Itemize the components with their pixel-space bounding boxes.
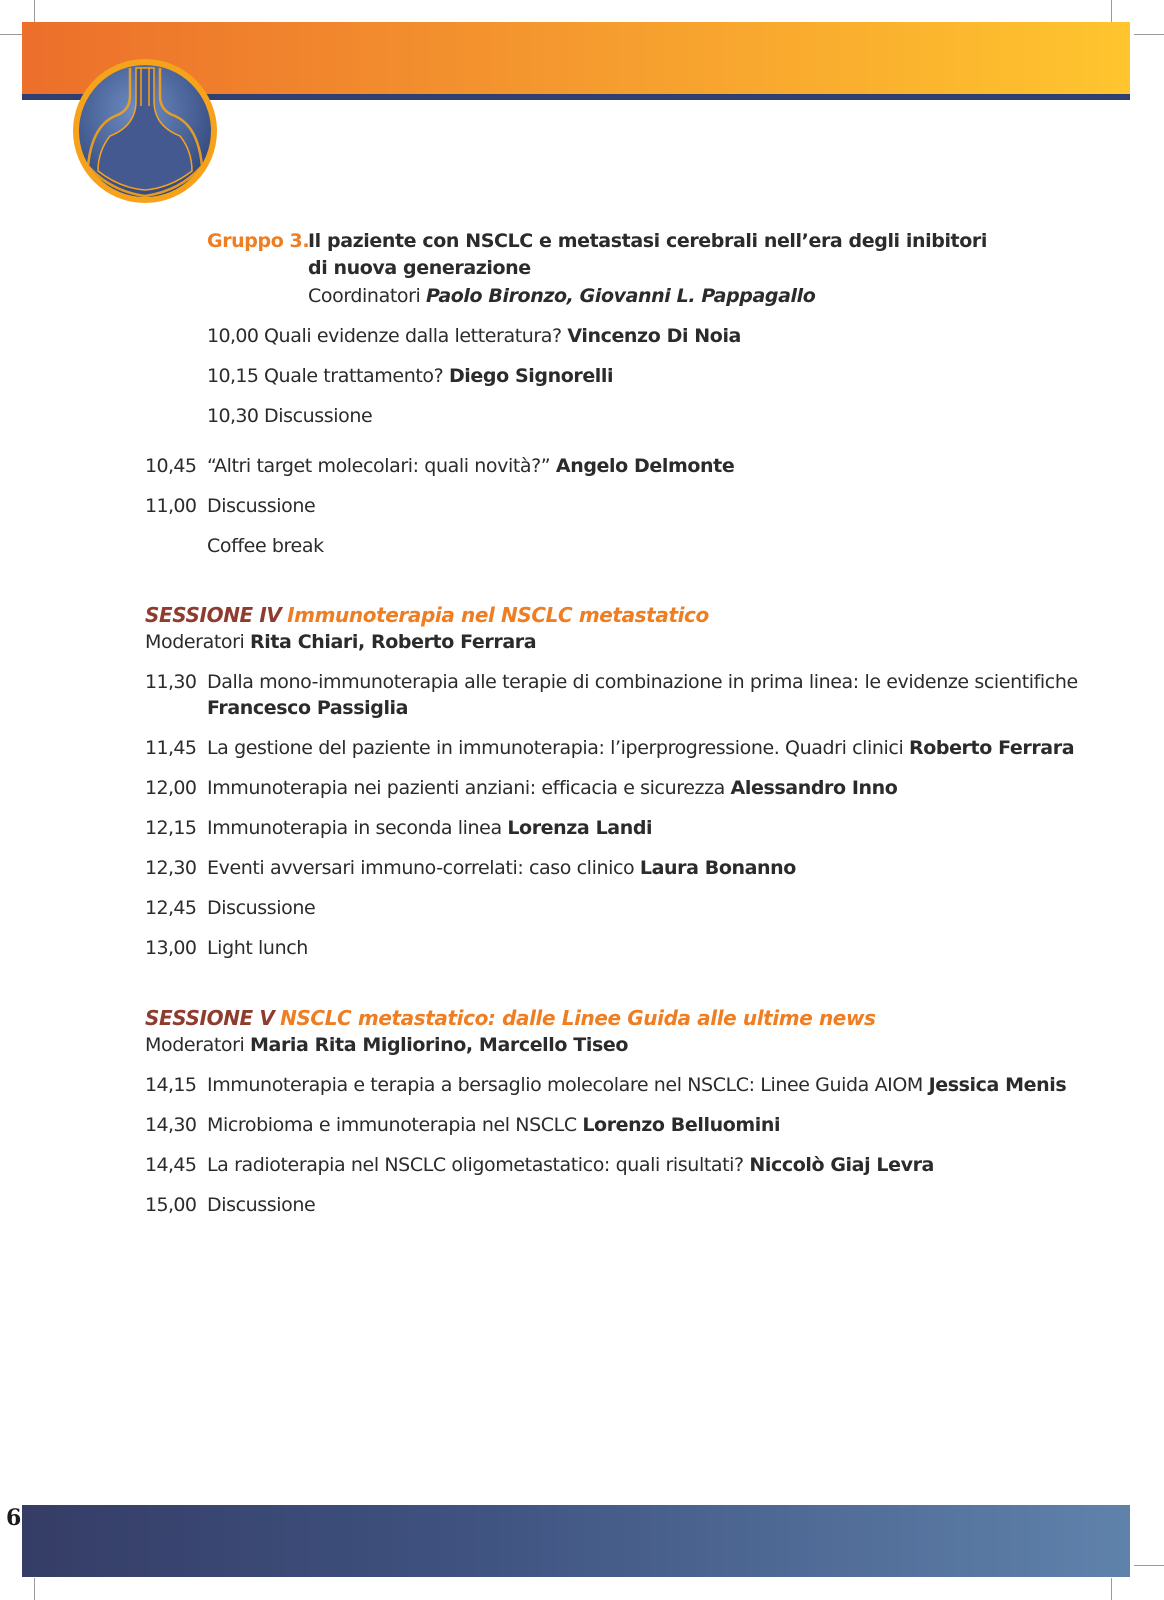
crop-mark <box>0 34 22 35</box>
item-speaker: Roberto Ferrara <box>908 737 1075 759</box>
item-title: La radioterapia nel NSCLC oligometastatico: quali risultati? <box>207 1154 744 1176</box>
page-number: 6 <box>6 1505 22 1531</box>
program-item <box>264 364 613 389</box>
group-title: Il paziente con NSCLC e metastasi cerebrali nell’era degli inibitori <box>308 230 987 252</box>
item-speaker: Diego Signorelli <box>448 365 614 387</box>
program-item <box>264 324 741 349</box>
item-time: 15,00 <box>145 1194 197 1216</box>
item-speaker: Jessica Menis <box>928 1074 1067 1096</box>
moderators-label: Moderatori <box>145 1034 245 1056</box>
item-speaker: Lorenzo Belluomini <box>582 1114 781 1136</box>
item-time: 10,15 <box>207 365 259 387</box>
item-time: 13,00 <box>145 937 197 959</box>
moderators-names: Rita Chiari, Roberto Ferrara <box>250 631 537 653</box>
item-title: Discussione <box>207 495 316 517</box>
item-title: Discussione <box>207 897 316 919</box>
moderators-names: Maria Rita Migliorino, Marcello Tiseo <box>250 1034 628 1056</box>
item-time: 12,00 <box>145 777 197 799</box>
crop-mark <box>34 1578 35 1600</box>
item-speaker: Laura Bonanno <box>639 857 796 879</box>
program-item <box>207 736 1074 761</box>
item-time: 14,15 <box>145 1074 197 1096</box>
moderators-label: Moderatori <box>145 631 245 653</box>
program-item <box>207 1113 780 1138</box>
item-time: 10,30 <box>207 405 259 427</box>
program-item <box>207 454 734 479</box>
item-speaker: Vincenzo Di Noia <box>567 325 741 347</box>
group-label: Gruppo 3. <box>207 230 310 252</box>
session-heading <box>145 603 709 629</box>
item-title: Dalla mono-immunoterapia alle terapie di combinazione in prima linea: le evidenze scientifiche <box>207 671 1078 693</box>
group-title-cont: di nuova generazione <box>308 257 531 279</box>
group-coordinators <box>308 284 815 309</box>
item-speaker: Angelo Delmonte <box>555 455 735 477</box>
item-time: 12,45 <box>145 897 197 919</box>
crop-mark <box>1111 0 1112 22</box>
item-title: Light lunch <box>207 937 308 959</box>
session-title: NSCLC metastatico: dalle Linee Guida alle ultime news <box>280 1006 876 1030</box>
session-moderators <box>145 1033 628 1058</box>
item-time: 11,45 <box>145 737 197 759</box>
item-title: Discussione <box>207 1194 316 1216</box>
session-label: SESSIONE IV <box>145 603 282 627</box>
item-time: 14,30 <box>145 1114 197 1136</box>
item-time: 10,45 <box>145 455 197 477</box>
program-item <box>207 776 897 801</box>
item-time: 14,45 <box>145 1154 197 1176</box>
lungs-icon <box>70 56 220 206</box>
item-speaker: Alessandro Inno <box>730 777 898 799</box>
item-speaker: Niccolò Giaj Levra <box>749 1154 934 1176</box>
program-item <box>207 816 652 841</box>
item-speaker: Francesco Passiglia <box>207 697 409 719</box>
crop-mark <box>1134 34 1164 35</box>
session-moderators <box>145 630 536 655</box>
item-time: 12,30 <box>145 857 197 879</box>
item-title: Quale trattamento? <box>264 365 444 387</box>
item-speaker: Lorenza Landi <box>507 817 653 839</box>
item-time: 12,15 <box>145 817 197 839</box>
item-title: Coffee break <box>207 535 324 557</box>
footer-band <box>22 1505 1130 1577</box>
crop-mark <box>1134 1565 1164 1566</box>
item-time: 11,30 <box>145 671 197 693</box>
item-title: La gestione del paziente in immunoterapia: l’iperprogressione. Quadri clinici <box>207 737 904 759</box>
item-title: Eventi avversari immuno-correlati: caso clinico <box>207 857 635 879</box>
crop-mark <box>1111 1578 1112 1600</box>
session-heading <box>145 1006 876 1032</box>
coordinators-names: Paolo Bironzo, Giovanni L. Pappagallo <box>426 285 816 307</box>
coordinators-label: Coordinatori <box>308 285 421 307</box>
item-title: Immunoterapia in seconda linea <box>207 817 502 839</box>
item-title: “Altri target molecolari: quali novità?” <box>207 455 551 477</box>
item-title: Immunoterapia e terapia a bersaglio molecolare nel NSCLC: Linee Guida AIOM <box>207 1074 923 1096</box>
item-time: 10,00 <box>207 325 259 347</box>
item-title: Microbioma e immunoterapia nel NSCLC <box>207 1114 577 1136</box>
item-time: 11,00 <box>145 495 197 517</box>
crop-mark <box>34 0 35 22</box>
item-title: Quali evidenze dalla letteratura? <box>264 325 562 347</box>
program-item <box>207 856 796 881</box>
session-label: SESSIONE V <box>145 1006 275 1030</box>
program-item <box>207 1153 934 1178</box>
item-title: Immunoterapia nei pazienti anziani: efficacia e sicurezza <box>207 777 725 799</box>
program-item <box>207 1073 1066 1098</box>
session-title: Immunoterapia nel NSCLC metastatico <box>287 603 709 627</box>
item-title: Discussione <box>264 405 373 427</box>
